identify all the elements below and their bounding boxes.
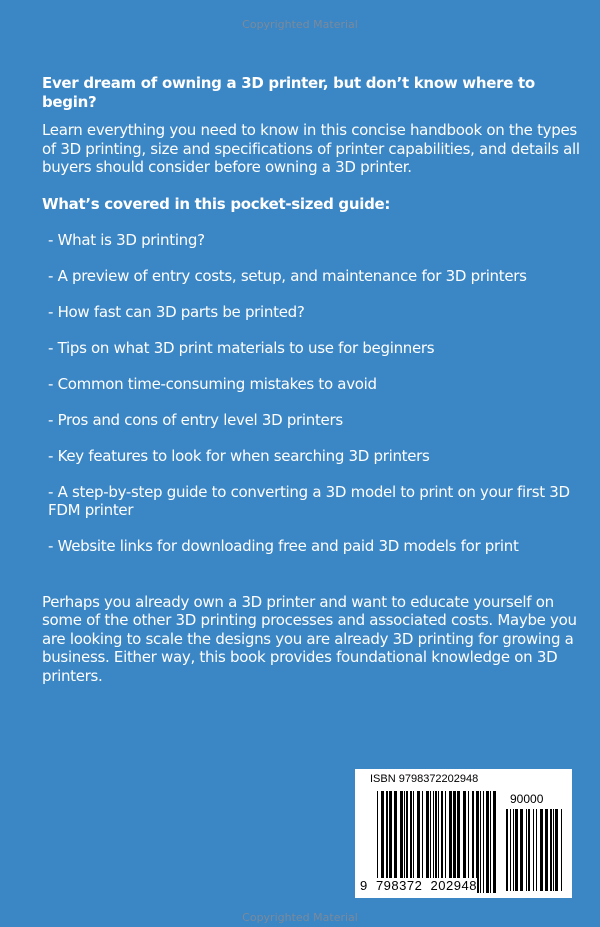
intro-paragraph: Learn everything you need to know in this concise handbook on the types of 3D printing, size and specifications of printer capabilities, and details all buyers should consider before owning a 3D printer.: [42, 121, 580, 176]
barcode-bar: [506, 809, 508, 891]
covered-heading: What’s covered in this pocket-sized guide:: [42, 194, 391, 213]
barcode-bar: [555, 809, 558, 891]
copyright-watermark: Copyrighted Material: [242, 18, 358, 31]
barcode-bar: [536, 809, 537, 891]
list-item: - Pros and cons of entry level 3D printers: [48, 410, 343, 429]
copyright-watermark-bottom: Copyrighted Material: [242, 911, 358, 924]
barcode-bar: [520, 809, 523, 891]
barcode-bar: [490, 791, 491, 893]
list-item: - What is 3D printing?: [48, 230, 205, 249]
barcode-bar: [513, 809, 514, 891]
barcode-bar: [550, 809, 552, 891]
barcode-bar: [480, 791, 481, 893]
addon-barcode-bars: [506, 809, 564, 891]
covered-list: [42, 231, 587, 556]
list-item: - Key features to look for when searching 3D printers: [48, 446, 430, 465]
list-item: - Common time-consuming mistakes to avoid: [48, 374, 377, 393]
barcode-bar: [528, 809, 530, 891]
barcode-bar: [553, 809, 554, 891]
price-code: 90000: [510, 792, 544, 806]
barcode-bar: [545, 809, 548, 891]
barcode-bar: [515, 809, 518, 891]
headline: Ever dream of owning a 3D printer, but don’t know where to begin?: [42, 74, 535, 111]
barcode-bar: [486, 791, 489, 893]
back-cover-text: [42, 74, 587, 685]
barcode-bar: [526, 809, 527, 891]
list-item: - How fast can 3D parts be printed?: [48, 302, 305, 321]
barcode-bar: [483, 791, 484, 893]
isbn-barcode: [355, 769, 572, 898]
list-item: - A step-by-step guide to converting a 3D model to print on your first 3D FDM printer: [48, 482, 570, 519]
barcode-bar: [540, 809, 543, 891]
list-item: - Tips on what 3D print materials to use for beginners: [48, 338, 435, 357]
barcode-bar: [533, 809, 534, 891]
barcode-bar: [561, 809, 562, 891]
barcode-digits: 9 798372 202948: [360, 878, 477, 893]
list-item: - Website links for downloading free and paid 3D models for print: [48, 537, 519, 555]
list-item: - A preview of entry costs, setup, and maintenance for 3D printers: [48, 266, 527, 285]
closing-paragraph: Perhaps you already own a 3D printer and want to educate yourself on some of the other 3D printing processes and associated costs. Maybe you are looking to scale the designs you are already 3D printing for growing a business. Either way, this book provides foundational knowledge on 3D printers.: [42, 592, 577, 685]
isbn-label: ISBN 9798372202948: [370, 773, 479, 785]
barcode-bar: [493, 791, 496, 893]
barcode-bar: [510, 809, 511, 891]
